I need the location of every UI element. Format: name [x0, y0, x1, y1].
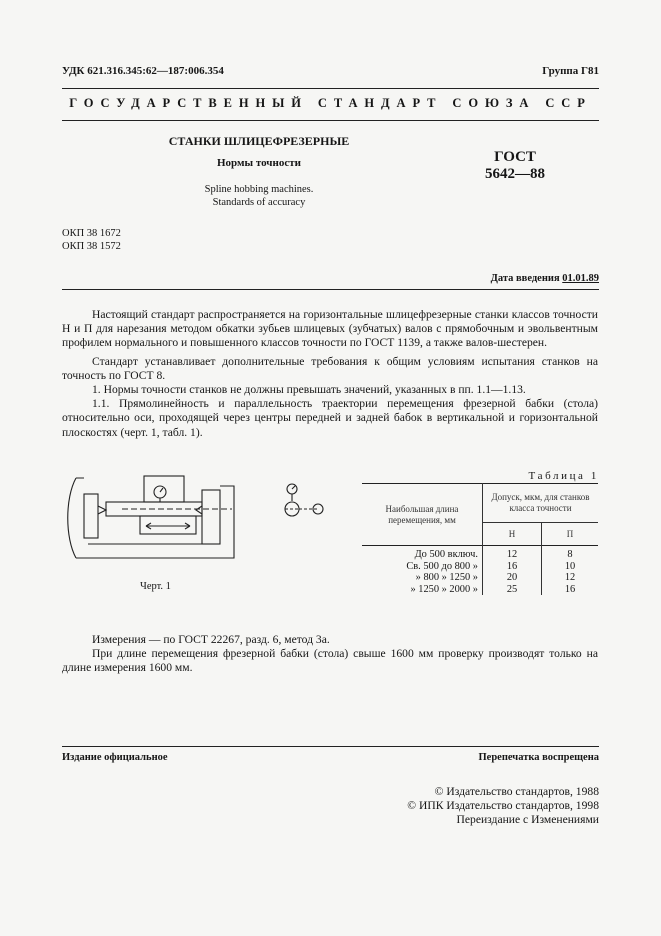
document-title: СТАНКИ ШЛИЦЕФРЕЗЕРНЫЕ [168, 134, 350, 148]
machine-drawing [62, 472, 252, 572]
group-code: Группа Г81 [542, 65, 599, 77]
measurement-symbol-icon [282, 482, 328, 518]
tolerance-n-cell: 16 [483, 561, 542, 573]
tolerance-n-cell: 12 [483, 546, 542, 561]
header-rule [62, 120, 599, 121]
hob-head [144, 476, 184, 502]
tolerance-p-cell: 12 [542, 572, 598, 584]
copyright-block [407, 785, 599, 827]
tolerance-p-cell: 10 [542, 561, 598, 573]
figure-caption: Черт. 1 [140, 581, 171, 592]
class-header-p: П [542, 523, 598, 546]
paragraph: Стандарт устанавливает дополнительные требования к общим условиям испытания станков на точность по ГОСТ 8. [62, 354, 598, 382]
measurement-notes [62, 633, 598, 676]
tolerance-n-cell: 25 [483, 584, 542, 596]
tolerance-p-cell: 16 [542, 584, 598, 596]
udk-code: УДК 621.316.345:62—187:006.354 [62, 65, 224, 77]
table-caption: Таблица 1 [528, 470, 599, 482]
date-rule [62, 289, 599, 290]
reprint-prohibited-label: Перепечатка воспрещена [478, 752, 599, 763]
english-title-line-1: Spline hobbing machines. [204, 184, 314, 195]
frame-break-line [68, 478, 76, 558]
date-value: 01.01.89 [562, 273, 599, 284]
gost-number-block [470, 149, 560, 183]
top-rule [62, 88, 599, 89]
document-subtitle: Нормы точности [217, 157, 301, 169]
paragraph: Измерения — по ГОСТ 22267, разд. 6, метод 3а. [92, 633, 330, 646]
copyright-line: © ИПК Издательство стандартов, 1998 [407, 799, 599, 812]
travel-arrow [146, 523, 190, 529]
paragraph: При длине перемещения фрезерной бабки (стола) свыше 1600 мм проверку производят только на длине измерения 1600 мм. [62, 647, 598, 675]
gost-label: ГОСТ [494, 149, 536, 165]
length-cell: Св. 500 до 800 » [406, 560, 478, 572]
english-title [164, 183, 354, 209]
english-title-line-2: Standards of accuracy [212, 197, 306, 208]
table-row [362, 561, 598, 573]
reissue-note: Переиздание с Изменениями [456, 813, 599, 826]
class-header-n: Н [483, 523, 542, 546]
tolerance-p-cell: 8 [542, 546, 598, 561]
table-row [362, 584, 598, 596]
introduction-date [491, 273, 599, 284]
length-column-header: Наибольшая длина перемещения, мм [385, 503, 459, 525]
length-cell: До 500 включ. [414, 549, 478, 560]
paragraph: 1. Нормы точности станков не должны превышать значений, указанных в пп. 1.1—1.13. [92, 383, 526, 397]
date-label: Дата введения [490, 273, 560, 284]
paragraph: 1.1. Прямолинейность и параллельность траектории перемещения фрезерной бабки (стола) относительно оси, проходящей через центры передней и задней бабок в вертикальной и горизонтальной плоскостях (черт. 1, табл. 1). [62, 397, 598, 439]
length-cell: » 800 » 1250 » [415, 572, 478, 583]
tailstock [202, 490, 220, 544]
gost-number: 5642—88 [485, 166, 545, 182]
tolerance-column-header: Допуск, мкм, для станков класса точности [483, 484, 599, 523]
copyright-line: © Издательство стандартов, 1988 [434, 785, 599, 798]
official-edition-label: Издание официальное [62, 752, 168, 763]
tolerance-table [362, 483, 598, 595]
state-standard-heading: ГОСУДАРСТВЕННЫЙ СТАНДАРТ СОЮЗА ССР [69, 96, 592, 110]
okp-codes [62, 228, 121, 253]
dial-indicator-icon [154, 486, 166, 502]
table-row [362, 572, 598, 584]
footer-rule [62, 746, 599, 747]
table-row [362, 546, 598, 561]
front-headstock [84, 494, 98, 538]
tolerance-n-cell: 20 [483, 572, 542, 584]
body-text [62, 308, 598, 440]
okp-code: ОКП 38 1572 [62, 240, 121, 252]
okp-code: ОКП 38 1672 [62, 228, 121, 239]
paragraph: Настоящий стандарт распространяется на горизонтальные шлицефрезерные станки классов точности Н и П для нарезания методом обкатки зубьев шлицевых (зубчатых) валов с прямобочным и эвольвентным профилем нормального и повышенного классов точности по ГОСТ 1139, а также валов-шестерен. [62, 308, 598, 350]
length-cell: » 1250 » 2000 » [410, 583, 478, 595]
